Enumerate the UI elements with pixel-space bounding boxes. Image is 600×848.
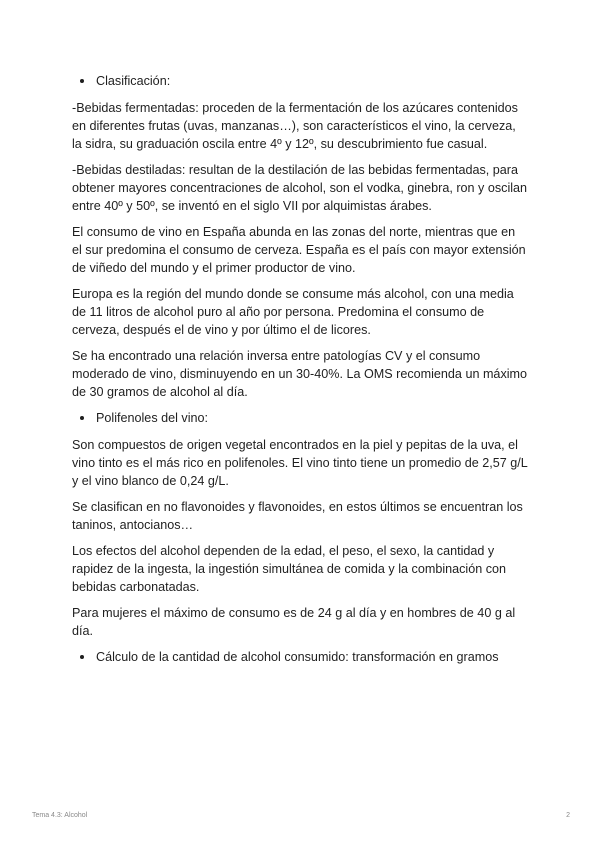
- paragraph-polifenoles-origen: Son compuestos de origen vegetal encontrados en la piel y pepitas de la uva, el vino tinto es el más rico en polifenoles. El vino tinto tiene un promedio de 2,57 g/L y el vino blanco de 0,24 g/L.: [72, 438, 528, 488]
- bullet-polifenoles: Polifenoles del vino:: [72, 409, 528, 427]
- paragraph-consumo-europa: Europa es la región del mundo donde se consume más alcohol, con una media de 11 litros de alcohol puro al año por persona. Predomina el consumo de cerveza, después el de vino y por último el de licores.: [72, 287, 514, 337]
- paragraph-efectos-alcohol: Los efectos del alcohol dependen de la edad, el peso, el sexo, la cantidad y rapidez de la ingesta, la ingestión simultánea de comida y la combinación con bebidas carbonatadas.: [72, 544, 507, 594]
- paragraph-consumo-espana: El consumo de vino en España abunda en las zonas del norte, mientras que en el sur predomina el consumo de cerveza. España es el país con mayor extensión de viñedo del mundo y el primer productor de vino.: [72, 225, 526, 275]
- paragraph-bebidas-fermentadas: -Bebidas fermentadas: proceden de la fermentación de los azúcares contenidos en diferentes frutas (uvas, manzanas…), son característicos el vino, la cerveza, la sidra, su graduación oscila entre 4º y 12º, su descubrimiento fue casual.: [72, 101, 518, 151]
- bullet-calculo-alcohol: Cálculo de la cantidad de alcohol consumido: transformación en gramos: [72, 648, 528, 666]
- paragraph-polifenoles-clasificacion: Se clasifican en no flavonoides y flavonoides, en estos últimos se encuentran los taninos, antocianos…: [72, 500, 523, 532]
- paragraph-patologias-cv: Se ha encontrado una relación inversa entre patologías CV y el consumo moderado de vino, disminuyendo en un 30-40%. La OMS recomienda un máximo de 30 gramos de alcohol al día.: [72, 349, 528, 399]
- page-number: 2: [566, 812, 570, 819]
- document-body: [72, 72, 528, 675]
- footer-title: Tema 4.3: Alcohol: [32, 812, 88, 819]
- bullet-clasificacion: Clasificación:: [72, 72, 528, 90]
- paragraph-bebidas-destiladas: -Bebidas destiladas: resultan de la destilación de las bebidas fermentadas, para obtener mayores concentraciones de alcohol, son el vodka, ginebra, ron y oscilan entre 40º y 50º, se inventó en el siglo VII por alquimistas árabes.: [72, 163, 528, 213]
- paragraph-maximo-consumo: Para mujeres el máximo de consumo es de 24 g al día y en hombres de 40 g al día.: [72, 606, 516, 638]
